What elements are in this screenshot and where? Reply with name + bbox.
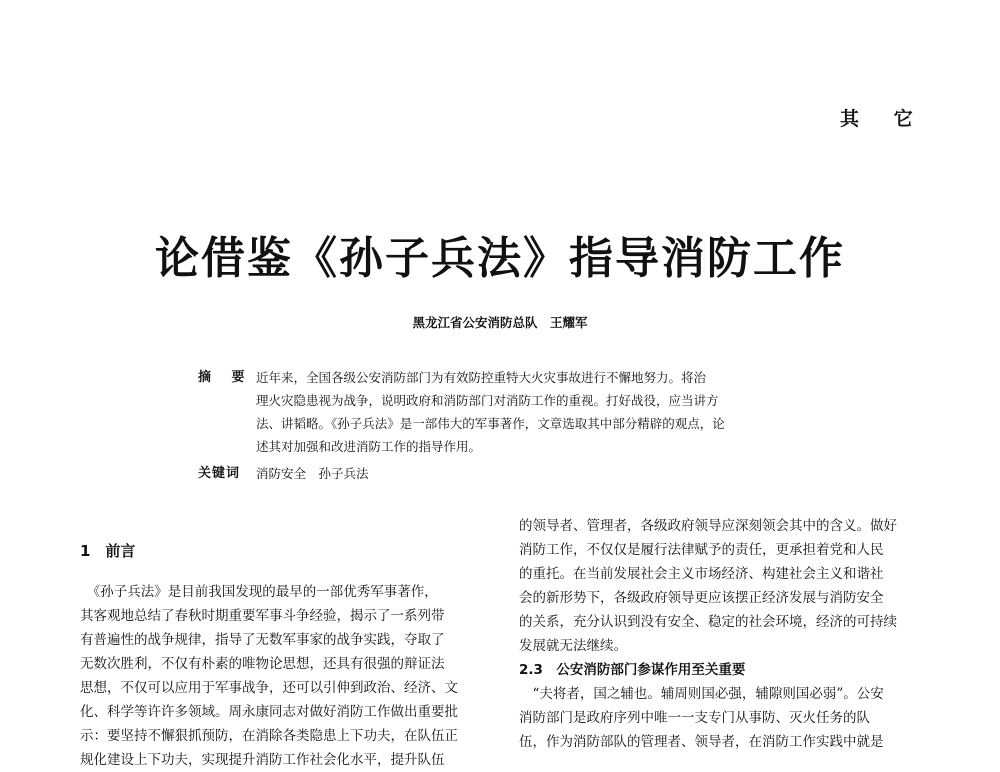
keywords-row [198,462,808,485]
abstract-block [198,366,808,485]
body-line: 伍，作为消防部队的管理者、领导者，在消防工作实践中就是 [519,734,884,750]
body-line: 有普遍性的战争规律，指导了无数军事家的战争实践，夺取了 [80,632,445,648]
abstract-label: 摘 要 [198,370,253,385]
abstract-text [256,366,725,458]
section-tag: 其 它 [840,108,927,130]
body-line: 其客观地总结了春秋时期重要军事斗争经验，揭示了一系列带 [80,608,445,624]
body-line: 消防工作，不仅仅是履行法律赋予的责任，更承担着党和人民 [519,542,884,558]
body-line: 《孙子兵法》是目前我国发现的最早的一部优秀军事著作， [80,584,438,600]
author-line: 黑龙江省公安消防总队 王耀军 [412,315,588,330]
body-line: 消防部门是政府序列中唯一一支专门从事防、灭火任务的队 [519,710,870,726]
body-line: 发展就无法继续。 [519,638,627,654]
body-line: 的重托。在当前发展社会主义市场经济、构建社会主义和谐社 [519,566,884,582]
left-column [80,538,490,772]
right-column [519,514,929,754]
body-line: “夫将者，国之辅也。辅周则国必强，辅隙则国必弱”。公安 [519,686,884,702]
article-title: 论借鉴《孙子兵法》指导消防工作 [155,233,845,284]
body-line: 会的新形势下，各级政府领导更应该摆正经济发展与消防安全 [519,590,884,606]
body-line: 的领导者、管理者，各级政府领导应深刻领会其中的含义。做好 [519,518,897,534]
section-heading-introduction: 1 前言 [80,542,136,560]
body-line: 思想，不仅可以应用于军事战争，还可以引伸到政治、经济、文 [80,680,458,696]
body-line: 示：要坚持不懈狠抓预防，在消除各类隐患上下功夫，在队伍正 [80,728,458,744]
keywords-text: 消防安全 孙子兵法 [256,466,369,481]
body-line: 无数次胜利，不仅有朴素的唯物论思想，还具有很强的辩证法 [80,656,445,672]
abstract-line: 理火灾隐患视为战争，说明政府和消防部门对消防工作的重视。打好战役，应当讲方 [256,393,719,408]
subsection-heading: 2.3 公安消防部门参谋作用至关重要 [519,662,746,678]
abstract-row [198,366,808,458]
body-line: 的关系，充分认识到没有安全、稳定的社会环境，经济的可持续 [519,614,897,630]
body-line: 化、科学等许许多领域。周永康同志对做好消防工作做出重要批 [80,704,458,720]
abstract-line: 法、讲韬略。《孙子兵法》是一部伟大的军事著作，文章选取其中部分精辟的观点，论 [256,416,725,431]
keywords-label: 关键词 [198,466,241,481]
body-line: 规化建设上下功夫，实现提升消防工作社会化水平，提升队伍 [80,752,445,768]
abstract-line: 述其对加强和改进消防工作的指导作用。 [256,439,482,454]
abstract-line: 近年来，全国各级公安消防部门为有效防控重特大火灾事故进行不懈地努力。将治 [256,370,707,385]
